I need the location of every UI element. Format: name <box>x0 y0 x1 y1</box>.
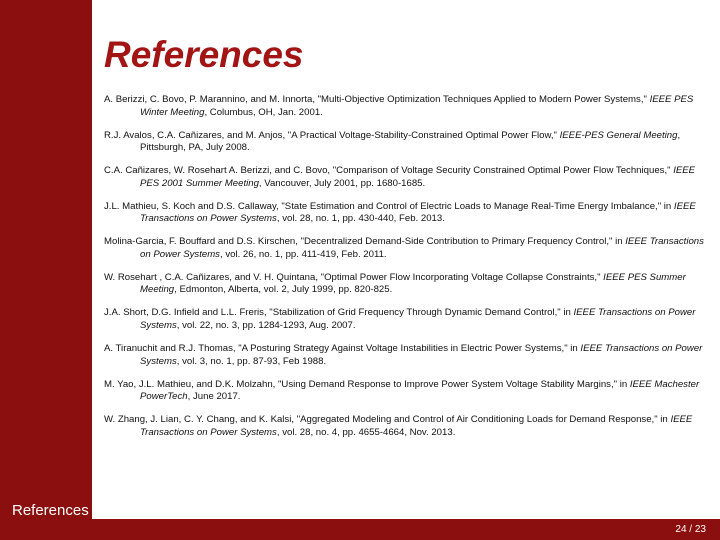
left-accent-bar <box>0 0 92 540</box>
slide-footer <box>0 496 720 540</box>
footer-accent-bar <box>0 519 720 540</box>
reference-venue: IEEE Transactions on Power Systems <box>140 200 696 225</box>
reference-text: A. Tiranuchit and R.J. Thomas, "A Posturing Strategy Against Voltage Instabilities in Electric Power Systems," in <box>104 343 581 355</box>
reference-venue: IEEE PES Winter Meeting <box>140 94 694 118</box>
reference-venue: IEEE-PES General Meeting <box>559 129 678 141</box>
reference-text: M. Yao, J.L. Mathieu, and D.K. Molzahn, "Using Demand Response to Improve Power System Voltage Stability Margins," in <box>104 378 630 390</box>
reference-venue: IEEE PES Summer Meeting <box>140 271 686 296</box>
reference-venue: IEEE PES 2001 Summer Meeting <box>140 165 696 189</box>
reference-venue: IEEE Machester PowerTech <box>140 378 700 403</box>
reference-text: W. Zhang, J. Lian, C. Y. Chang, and K. Kalsi, "Aggregated Modeling and Control of Air Conditioning Loads for Demand Response," in <box>104 414 671 426</box>
reference-text: A. Berizzi, C. Bovo, P. Marannino, and M. Innorta, "Multi-Objective Optimization Techniques Applied to Modern Power Systems," <box>104 94 650 105</box>
reference-details: , vol. 22, no. 3, pp. 1284-1293, Aug. 2007. <box>176 320 356 332</box>
reference-details: , Pittsburgh, PA, July 2008. <box>140 129 681 154</box>
reference-item <box>104 165 712 190</box>
footer-section-label: References <box>12 502 89 519</box>
reference-item <box>104 414 712 439</box>
reference-details: , Edmonton, Alberta, vol. 2, July 1999, pp. 820-825. <box>174 284 393 296</box>
reference-text: J.L. Mathieu, S. Koch and D.S. Callaway, "State Estimation and Control of Electric Loads to Manage Real-Time Energy Imbalance," in <box>104 200 674 212</box>
reference-text: R.J. Avalos, C.A. Cañizares, and M. Anjos, "A Practical Voltage-Stability-Constrained Optimal Power Flow," <box>104 129 560 141</box>
reference-item <box>104 307 712 332</box>
reference-item <box>104 379 712 404</box>
reference-item <box>104 130 712 155</box>
reference-item <box>104 272 712 297</box>
reference-details: , Columbus, OH, Jan. 2001. <box>204 106 323 118</box>
reference-details: , vol. 28, no. 1, pp. 430-440, Feb. 2013. <box>276 213 445 225</box>
reference-details: , vol. 3, no. 1, pp. 87-93, Feb 1988. <box>176 355 327 367</box>
reference-details: , June 2017. <box>187 391 241 403</box>
reference-venue: IEEE Transactions on Power Systems <box>140 307 696 332</box>
reference-details: , Vancouver, July 2001, pp. 1680-1685. <box>258 177 426 189</box>
reference-details: , vol. 26, no. 1, pp. 411-419, Feb. 2011. <box>219 248 387 260</box>
reference-text: W. Rosehart , C.A. Cañizares, and V. H. Quintana, "Optimal Power Flow Incorporating Voltage Collapse Constraints," <box>104 271 604 283</box>
reference-venue: IEEE Transactions on Power Systems <box>140 236 704 260</box>
reference-list <box>104 94 712 450</box>
reference-venue: IEEE Transactions on Power Systems <box>140 414 693 438</box>
reference-venue: IEEE Transactions on Power Systems <box>140 343 703 367</box>
reference-details: , vol. 28, no. 4, pp. 4655-4664, Nov. 2013. <box>276 426 456 438</box>
reference-text: J.A. Short, D.G. Infield and L.L. Freris, "Stabilization of Grid Frequency Through Dynamic Demand Control," in <box>104 307 574 319</box>
reference-item <box>104 343 712 368</box>
reference-text: Molina-Garcia, F. Bouffard and D.S. Kirschen, "Decentralized Demand-Side Contribution to Primary Frequency Control," in <box>104 236 626 248</box>
reference-text: C.A. Cañizares, W. Rosehart A. Berizzi, and C. Bovo, "Comparison of Voltage Security Constrained Optimal Power Flow Techniques," <box>104 165 674 177</box>
page-number: 24 / 23 <box>675 524 706 535</box>
reference-item <box>104 236 712 261</box>
reference-item <box>104 201 712 226</box>
reference-item <box>104 94 712 119</box>
slide-title: References <box>104 34 304 75</box>
